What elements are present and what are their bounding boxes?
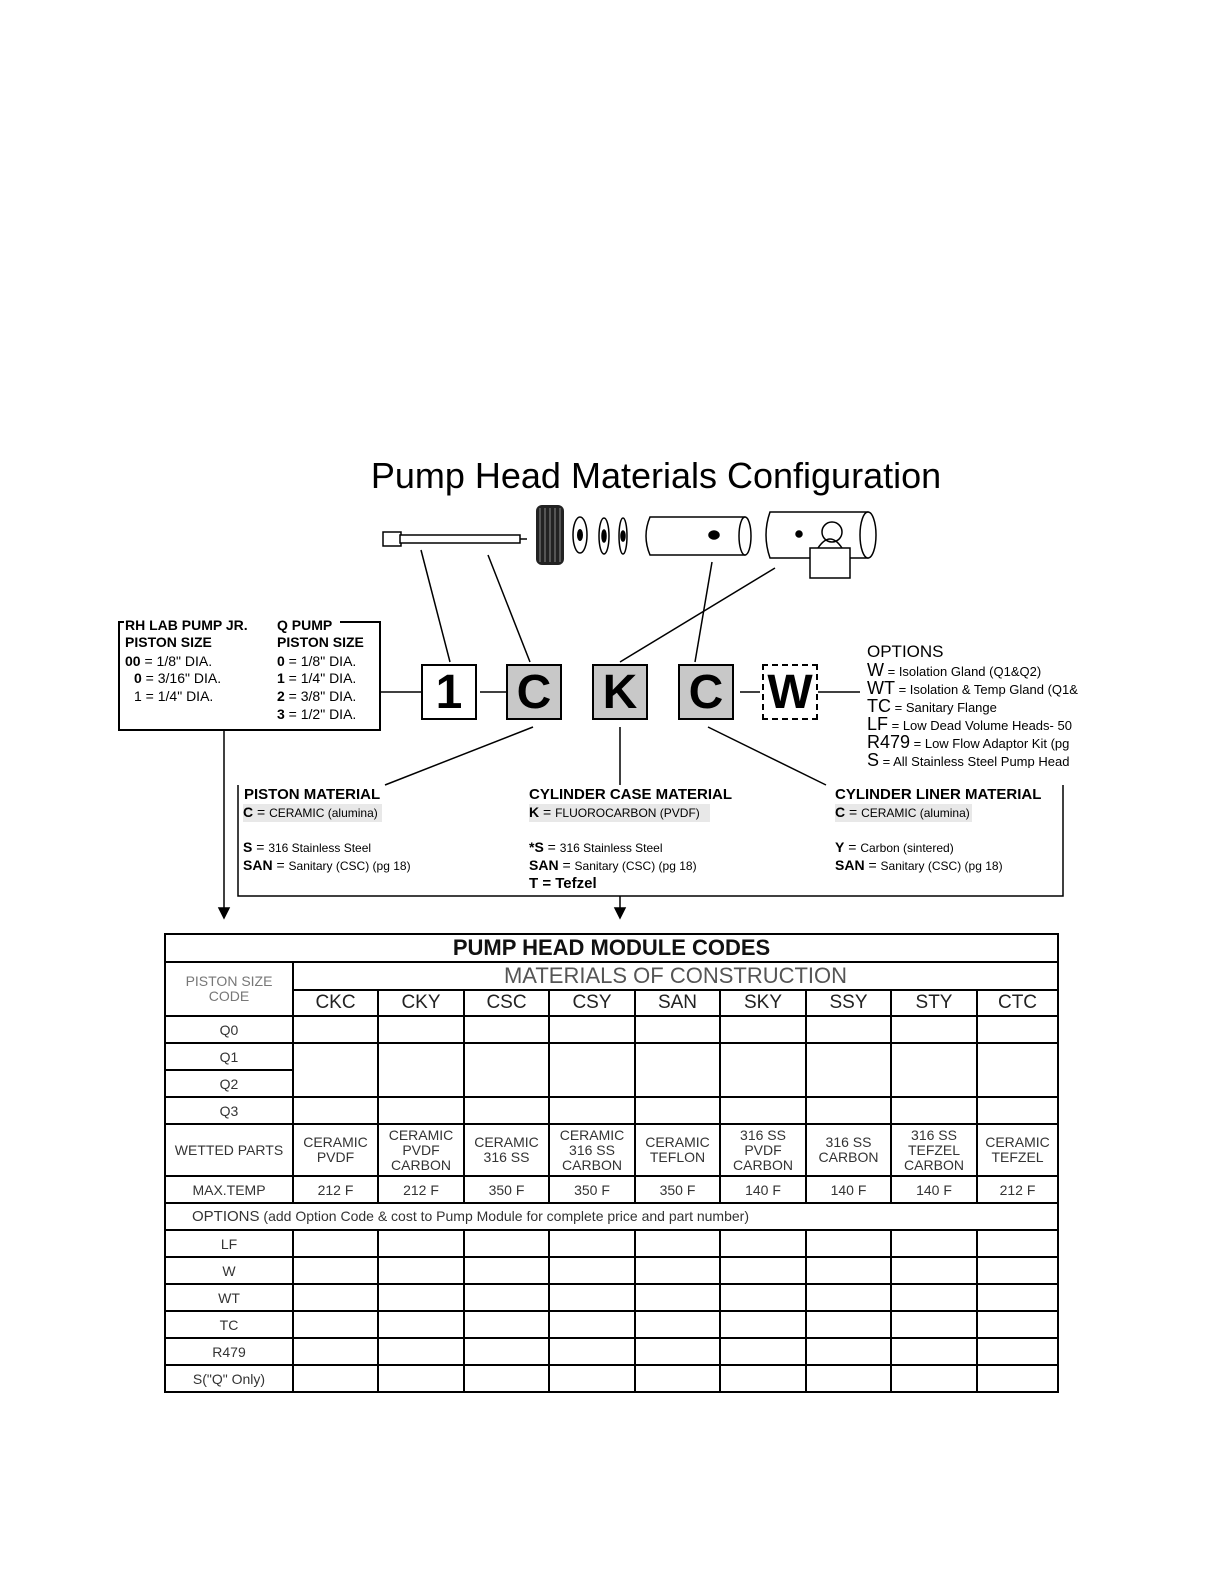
cylinder-case-item: *S = 316 Stainless Steel bbox=[529, 839, 663, 855]
option-item: W = Isolation Gland (Q1&Q2) bbox=[867, 660, 1042, 680]
option-cell bbox=[549, 1284, 635, 1311]
wetted-parts-label: WETTED PARTS bbox=[165, 1124, 293, 1176]
option-cell bbox=[720, 1257, 806, 1284]
q-size-item: 3 = 1/2" DIA. bbox=[277, 706, 357, 722]
option-cell bbox=[464, 1365, 549, 1392]
module-code-header: CSY bbox=[549, 990, 635, 1016]
rh-pump-header: RH LAB PUMP JR. bbox=[125, 617, 248, 633]
option-item: WT = Isolation & Temp Gland (Q1& bbox=[867, 678, 1078, 698]
size-label: Q1 bbox=[165, 1043, 293, 1070]
option-cell bbox=[378, 1338, 464, 1365]
option-cell bbox=[378, 1311, 464, 1338]
cylinder-case-item: T = Tefzel bbox=[529, 875, 597, 892]
cylinder-liner-header: CYLINDER LINER MATERIAL bbox=[835, 786, 1042, 803]
cylinder-case-drawing bbox=[766, 512, 876, 578]
option-cell bbox=[891, 1338, 977, 1365]
piston-material-item: S = 316 Stainless Steel bbox=[243, 839, 372, 855]
rh-piston-size-header: PISTON SIZE bbox=[125, 634, 212, 650]
options-list bbox=[867, 660, 1087, 768]
module-code-header: CSC bbox=[464, 990, 549, 1016]
q-piston-size-header: PISTON SIZE bbox=[277, 634, 364, 650]
option-cell bbox=[635, 1230, 720, 1257]
code-box-piston-material: C bbox=[506, 664, 562, 720]
wetted-parts-cell: CERAMIC 316 SS CARBON bbox=[549, 1124, 635, 1176]
cylinder-liner-item: C = CERAMIC (alumina) bbox=[835, 804, 970, 820]
module-code-header: STY bbox=[891, 990, 977, 1016]
piston-material-item: C = CERAMIC (alumina) bbox=[243, 804, 382, 822]
module-code-header: SAN bbox=[635, 990, 720, 1016]
option-cell bbox=[549, 1338, 635, 1365]
wetted-parts-cell: 316 SS TEFZEL CARBON bbox=[891, 1124, 977, 1176]
option-cell bbox=[549, 1311, 635, 1338]
max-temp-cell: 140 F bbox=[891, 1176, 977, 1203]
option-cell bbox=[806, 1338, 891, 1365]
piston-size-code-header: PISTON SIZE CODE bbox=[165, 962, 293, 1016]
cylinder-case-header: CYLINDER CASE MATERIAL bbox=[529, 786, 733, 803]
module-code-header: SKY bbox=[720, 990, 806, 1016]
rh-size-item: 1 = 1/4" DIA. bbox=[134, 688, 214, 704]
code-box-cylinder-case: K bbox=[592, 664, 648, 720]
options-header: OPTIONS bbox=[867, 642, 944, 661]
option-cell bbox=[720, 1338, 806, 1365]
option-cell bbox=[378, 1257, 464, 1284]
module-code-header: CTC bbox=[977, 990, 1058, 1016]
option-cell bbox=[891, 1311, 977, 1338]
wetted-parts-cell: 316 SS PVDF CARBON bbox=[720, 1124, 806, 1176]
option-cell bbox=[464, 1338, 549, 1365]
option-cell bbox=[806, 1365, 891, 1392]
options-row: OPTIONS (add Option Code & cost to Pump Module for complete price and part number) bbox=[165, 1203, 1058, 1230]
option-cell bbox=[977, 1257, 1058, 1284]
max-temp-cell: 140 F bbox=[720, 1176, 806, 1203]
max-temp-cell: 212 F bbox=[977, 1176, 1058, 1203]
option-cell bbox=[549, 1365, 635, 1392]
option-cell bbox=[549, 1230, 635, 1257]
wetted-parts-cell: CERAMIC TEFZEL bbox=[977, 1124, 1058, 1176]
option-row-label: S("Q" Only) bbox=[165, 1365, 293, 1392]
option-cell bbox=[891, 1365, 977, 1392]
module-code-header: CKY bbox=[378, 990, 464, 1016]
code-box-option: W bbox=[762, 664, 818, 720]
page-title: Pump Head Materials Configuration bbox=[370, 455, 942, 496]
rh-size-item: 00 = 1/8" DIA. bbox=[125, 653, 213, 669]
option-cell bbox=[293, 1230, 378, 1257]
option-cell bbox=[720, 1365, 806, 1392]
option-cell bbox=[635, 1311, 720, 1338]
module-code-header: CKC bbox=[293, 990, 378, 1016]
option-cell bbox=[977, 1338, 1058, 1365]
max-temp-cell: 212 F bbox=[293, 1176, 378, 1203]
option-cell bbox=[977, 1284, 1058, 1311]
q-pump-header: Q PUMP bbox=[277, 617, 333, 633]
option-cell bbox=[720, 1311, 806, 1338]
option-cell bbox=[293, 1311, 378, 1338]
size-label: Q0 bbox=[165, 1016, 293, 1043]
wetted-parts-cell: CERAMIC PVDF CARBON bbox=[378, 1124, 464, 1176]
option-item: TC = Sanitary Flange bbox=[867, 696, 997, 716]
option-cell bbox=[464, 1257, 549, 1284]
size-label: Q3 bbox=[165, 1097, 293, 1124]
option-cell bbox=[891, 1230, 977, 1257]
module-code-header: SSY bbox=[806, 990, 891, 1016]
cylinder-liner-drawing bbox=[646, 517, 751, 555]
piston-drawing bbox=[383, 532, 527, 546]
option-cell bbox=[635, 1338, 720, 1365]
option-cell bbox=[806, 1311, 891, 1338]
size-label: Q2 bbox=[165, 1070, 293, 1097]
table-subtitle: MATERIALS OF CONSTRUCTION bbox=[293, 962, 1058, 990]
q-size-item: 0 = 1/8" DIA. bbox=[277, 653, 357, 669]
option-row-label: LF bbox=[165, 1230, 293, 1257]
option-cell bbox=[378, 1365, 464, 1392]
option-row-label: R479 bbox=[165, 1338, 293, 1365]
max-temp-cell: 350 F bbox=[635, 1176, 720, 1203]
cylinder-case-item: SAN = Sanitary (CSC) (pg 18) bbox=[529, 857, 697, 873]
piston-material-header: PISTON MATERIAL bbox=[244, 786, 381, 803]
q-size-item: 2 = 3/8" DIA. bbox=[277, 688, 357, 704]
option-cell bbox=[378, 1284, 464, 1311]
option-item: R479 = Low Flow Adaptor Kit (pg bbox=[867, 732, 1070, 752]
wetted-parts-cell: CERAMIC 316 SS bbox=[464, 1124, 549, 1176]
max-temp-cell: 212 F bbox=[378, 1176, 464, 1203]
option-cell bbox=[891, 1257, 977, 1284]
option-cell bbox=[464, 1311, 549, 1338]
gland-nut-drawing bbox=[536, 505, 587, 565]
wetted-parts-cell: 316 SS CARBON bbox=[806, 1124, 891, 1176]
option-cell bbox=[293, 1338, 378, 1365]
option-cell bbox=[293, 1365, 378, 1392]
rh-size-item: 0 = 3/16" DIA. bbox=[134, 670, 222, 686]
cylinder-case-item: K = FLUOROCARBON (PVDF) bbox=[529, 804, 710, 822]
option-cell bbox=[806, 1257, 891, 1284]
seal-drawings bbox=[599, 518, 627, 554]
option-cell bbox=[378, 1230, 464, 1257]
option-cell bbox=[977, 1311, 1058, 1338]
code-box-cylinder-liner: C bbox=[678, 664, 734, 720]
option-cell bbox=[464, 1230, 549, 1257]
option-cell bbox=[720, 1230, 806, 1257]
wetted-parts-cell: CERAMIC TEFLON bbox=[635, 1124, 720, 1176]
max-temp-label: MAX.TEMP bbox=[165, 1176, 293, 1203]
option-row-label: W bbox=[165, 1257, 293, 1284]
option-row-label: WT bbox=[165, 1284, 293, 1311]
option-cell bbox=[806, 1230, 891, 1257]
option-cell bbox=[293, 1284, 378, 1311]
option-cell bbox=[720, 1284, 806, 1311]
option-cell bbox=[293, 1257, 378, 1284]
module-codes-table bbox=[164, 933, 1059, 1393]
option-cell bbox=[891, 1284, 977, 1311]
cylinder-liner-item: Y = Carbon (sintered) bbox=[835, 839, 954, 855]
option-cell bbox=[977, 1230, 1058, 1257]
option-cell bbox=[635, 1284, 720, 1311]
max-temp-cell: 350 F bbox=[549, 1176, 635, 1203]
max-temp-cell: 140 F bbox=[806, 1176, 891, 1203]
option-cell bbox=[806, 1284, 891, 1311]
table-title: PUMP HEAD MODULE CODES bbox=[165, 934, 1058, 962]
option-cell bbox=[464, 1284, 549, 1311]
option-cell bbox=[635, 1257, 720, 1284]
option-item: LF = Low Dead Volume Heads- 50 bbox=[867, 714, 1072, 734]
wetted-parts-cell: CERAMIC PVDF bbox=[293, 1124, 378, 1176]
option-cell bbox=[549, 1257, 635, 1284]
code-box-piston-size: 1 bbox=[421, 664, 477, 720]
max-temp-cell: 350 F bbox=[464, 1176, 549, 1203]
option-cell bbox=[977, 1365, 1058, 1392]
piston-material-item: SAN = Sanitary (CSC) (pg 18) bbox=[243, 857, 411, 873]
option-cell bbox=[635, 1365, 720, 1392]
cylinder-liner-item: SAN = Sanitary (CSC) (pg 18) bbox=[835, 857, 1003, 873]
q-size-item: 1 = 1/4" DIA. bbox=[277, 670, 357, 686]
option-item: S = All Stainless Steel Pump Head bbox=[867, 750, 1070, 768]
option-row-label: TC bbox=[165, 1311, 293, 1338]
